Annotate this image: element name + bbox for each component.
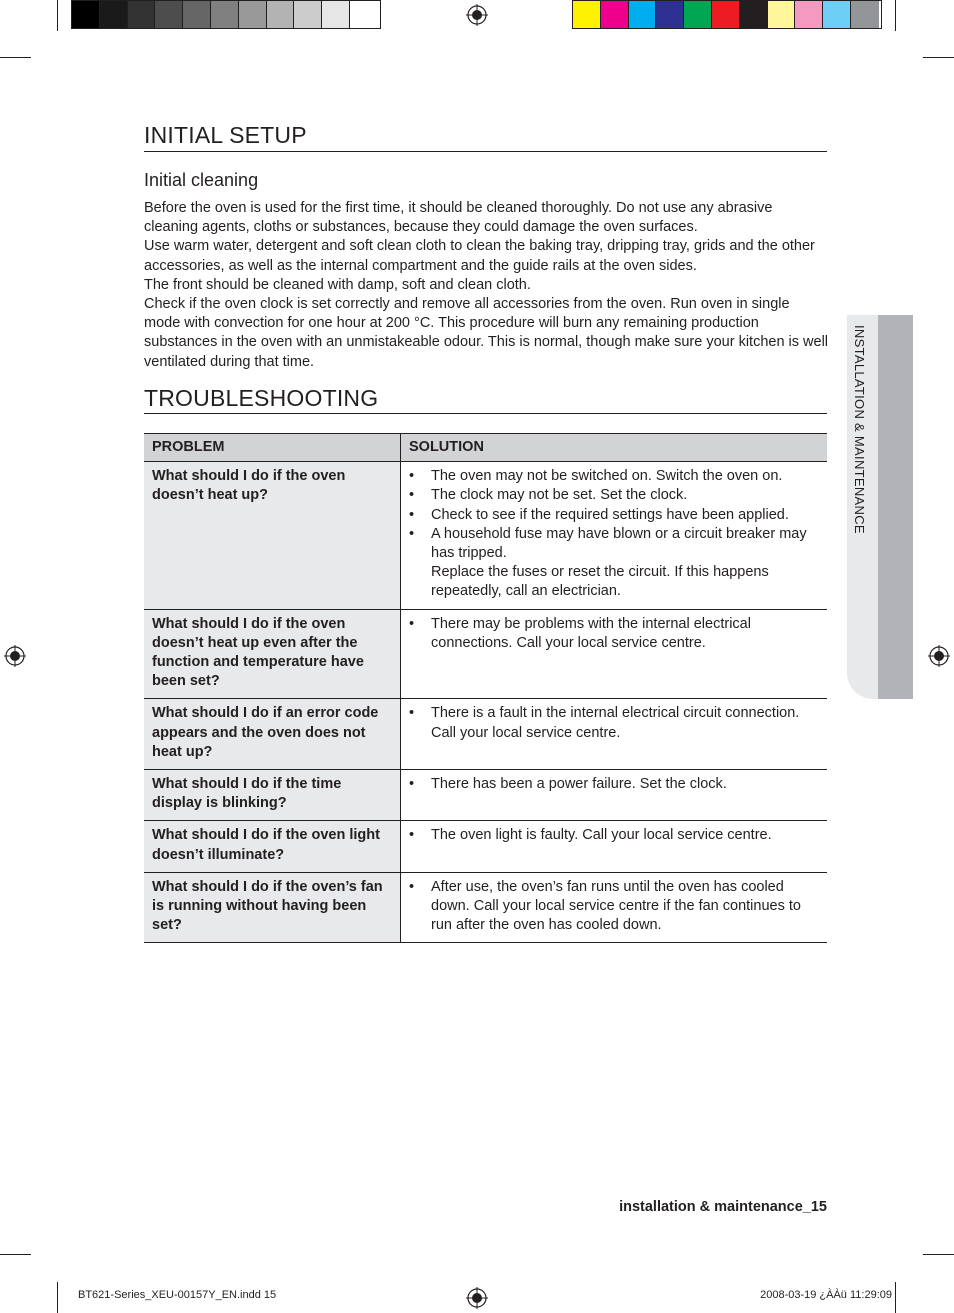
color-swatch	[573, 1, 601, 28]
color-swatch	[823, 1, 851, 28]
solution-list	[409, 775, 819, 794]
troubleshooting-table	[144, 433, 827, 943]
paragraph: Check if the oven clock is set correctly and remove all accessories from the oven. Run oven in single mode with convection for one hour at 200 °C. This procedure will burn any remaining production substances in the oven with an unmistakeable odour. This is normal, though make sure your kitchen is well ventilated during that time.	[144, 296, 829, 370]
color-swatch	[768, 1, 796, 28]
table-row	[144, 770, 827, 821]
solution-item: • The oven may not be switched on. Switch the oven on.	[409, 467, 819, 486]
color-swatch-bar	[572, 0, 882, 29]
print-slug-filename: BT621-Series_XEU-00157Y_EN.indd 15	[78, 1289, 277, 1301]
color-swatch	[740, 1, 768, 28]
section-side-tab-edge	[878, 315, 913, 699]
paragraph: Use warm water, detergent and soft clean cloth to clean the baking tray, dripping tray, grids and the other accessories, as well as the internal compartment and the guide rails at the oven sides.	[144, 238, 815, 274]
color-swatch	[183, 1, 211, 28]
color-swatch	[684, 1, 712, 28]
initial-cleaning-subheading: Initial cleaning	[144, 170, 259, 190]
solution-cell	[401, 462, 828, 609]
table-row	[144, 872, 827, 943]
color-swatch	[239, 1, 267, 28]
solution-item: • There may be problems with the internal electrical connections. Call your local service centre.	[409, 615, 819, 653]
side-tab-label: INSTALLATION & MAINTENANCE	[852, 325, 867, 534]
color-swatch	[72, 1, 100, 28]
problem-cell: What should I do if the time display is blinking?	[144, 770, 401, 821]
registration-mark-left	[4, 645, 26, 667]
solution-list	[409, 615, 819, 653]
solution-item-text: A household fuse may have blown or a circuit breaker may has tripped.	[431, 525, 807, 562]
color-swatch	[851, 1, 879, 28]
solution-list	[409, 467, 819, 601]
color-swatch	[155, 1, 183, 28]
solution-list	[409, 704, 819, 742]
solution-list	[409, 878, 819, 936]
page-number: 15	[810, 1199, 827, 1215]
color-swatch	[601, 1, 629, 28]
color-swatch	[100, 1, 128, 28]
registration-mark-right	[928, 645, 950, 667]
heading-rule	[144, 151, 827, 152]
problem-cell: What should I do if the oven doesn’t heat up?	[144, 462, 401, 609]
table-row	[144, 462, 827, 609]
paragraph: Before the oven is used for the first time, it should be cleaned thoroughly. Do not use any abrasive cleaning agents, cloths or substances, because they could damage the oven surfaces.	[144, 200, 773, 236]
color-swatch	[795, 1, 823, 28]
solution-item: • Check to see if the required settings have been applied.	[409, 506, 819, 525]
table-header-row	[144, 434, 827, 462]
page-footer	[619, 1199, 827, 1215]
registration-mark-bottom	[466, 1287, 488, 1309]
initial-cleaning-body	[144, 199, 828, 372]
solution-cell	[401, 699, 828, 770]
registration-mark-top	[466, 4, 488, 26]
footer-section-label: installation & maintenance_	[619, 1199, 811, 1215]
solution-note: Replace the fuses or reset the circuit. If this happens repeatedly, call an electrician.	[431, 564, 769, 600]
table-row	[144, 821, 827, 872]
color-swatch	[294, 1, 322, 28]
solution-item: • The clock may not be set. Set the clock.	[409, 486, 819, 505]
color-swatch	[267, 1, 295, 28]
print-slug-timestamp: 2008-03-19 ¿ÀÀü 11:29:09	[760, 1289, 892, 1301]
color-swatch	[350, 1, 378, 28]
solution-item	[409, 525, 819, 602]
solution-item: • There has been a power failure. Set the clock.	[409, 775, 819, 794]
solution-item: • After use, the oven’s fan runs until the oven has cooled down. Call your local service centre if the fan continues to run after the oven has cooled down.	[409, 878, 819, 936]
color-swatch	[712, 1, 740, 28]
solution-cell	[401, 872, 828, 943]
solution-list	[409, 826, 819, 845]
solution-cell	[401, 770, 828, 821]
troubleshooting-heading: TROUBLESHOOTING	[144, 385, 379, 411]
heading-rule	[144, 413, 827, 414]
color-swatch	[211, 1, 239, 28]
solution-cell	[401, 609, 828, 699]
solution-column-header: SOLUTION	[401, 434, 828, 462]
gray-swatch-bar	[71, 0, 381, 29]
problem-cell: What should I do if the oven doesn’t heat up even after the function and temperature have been set?	[144, 609, 401, 699]
solution-cell	[401, 821, 828, 872]
table-row	[144, 609, 827, 699]
problem-column-header: PROBLEM	[144, 434, 401, 462]
problem-cell: What should I do if the oven light doesn’t illuminate?	[144, 821, 401, 872]
problem-cell: What should I do if the oven’s fan is running without having been set?	[144, 872, 401, 943]
paragraph: The front should be cleaned with damp, soft and clean cloth.	[144, 276, 531, 293]
color-swatch	[656, 1, 684, 28]
initial-setup-heading: INITIAL SETUP	[144, 122, 307, 148]
table-row	[144, 699, 827, 770]
solution-item: • There is a fault in the internal electrical circuit connection. Call your local service centre.	[409, 704, 819, 742]
color-swatch	[629, 1, 657, 28]
color-swatch	[322, 1, 350, 28]
color-swatch	[128, 1, 156, 28]
problem-cell: What should I do if an error code appears and the oven does not heat up?	[144, 699, 401, 770]
solution-item: • The oven light is faulty. Call your local service centre.	[409, 826, 819, 845]
